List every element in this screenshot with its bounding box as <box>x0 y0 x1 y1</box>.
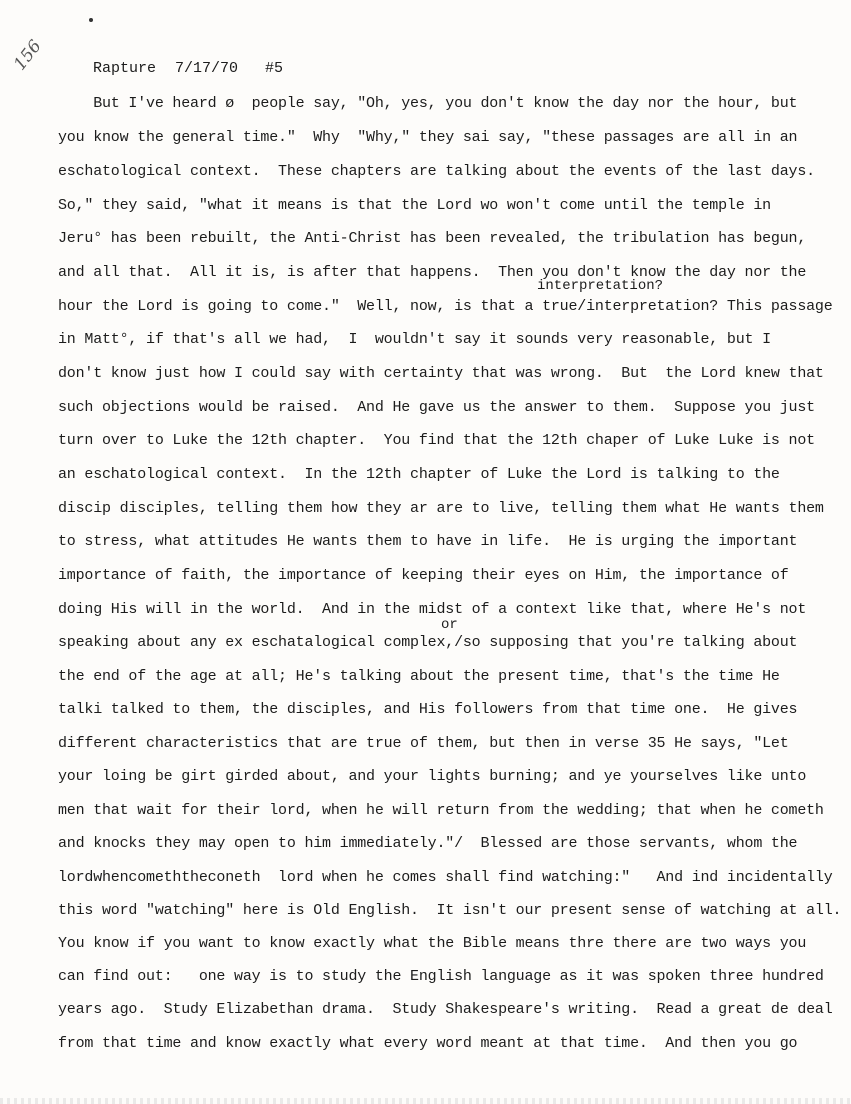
text-line: speaking about any ex eschatalogical complex,/so supposing that you're talking about <box>58 634 798 651</box>
page-header <box>57 43 283 94</box>
interlinear-correction: or <box>441 617 458 633</box>
text-line: this word "watching" here is Old English. It isn't our present sense of watching at all. <box>58 902 842 919</box>
text-line: don't know just how I could say with certainty that was wrong. But the Lord knew that <box>58 365 824 382</box>
header-number: #5 <box>265 60 284 77</box>
text-line: an eschatological context. In the 12th chapter of Luke the Lord is talking to the <box>58 466 780 483</box>
text-line: hour the Lord is going to come." Well, now, is that a true/interpretation? This passage <box>58 298 833 315</box>
text-line: Jeru° has been rebuilt, the Anti-Christ has been revealed, the tribulation has begun, <box>58 230 807 247</box>
text-line: You know if you want to know exactly what the Bible means thre there are two ways you <box>58 935 807 952</box>
text-line: discip disciples, telling them how they ar are to live, telling them what He wants them <box>58 500 824 517</box>
text-line: men that wait for their lord, when he will return from the wedding; that when he cometh <box>58 802 824 819</box>
text-line: and all that. All it is, is after that happens. Then you don't know the day nor the <box>58 264 807 281</box>
text-line: turn over to Luke the 12th chapter. You find that the 12th chaper of Luke Luke is not <box>58 432 815 449</box>
text-line: can find out: one way is to study the English language as it was spoken three hundred <box>58 968 824 985</box>
text-line: talki talked to them, the disciples, and His followers from that time one. He gives <box>58 701 798 718</box>
text-line: your loing be girt girded about, and your lights burning; and ye yourselves like unto <box>58 768 807 785</box>
text-line: such objections would be raised. And He gave us the answer to them. Suppose you just <box>58 399 815 416</box>
text-line: doing His will in the world. And in the midst of a context like that, where He's not <box>58 601 807 618</box>
header-date: 7/17/70 <box>175 60 239 77</box>
text-line: to stress, what attitudes He wants them to have in life. He is urging the important <box>58 533 798 550</box>
text-line: you know the general time." Why "Why," they sai say, "these passages are all in an <box>58 129 798 146</box>
interlinear-correction: interpretation? <box>537 278 664 294</box>
handwritten-page-number: 156 <box>10 36 46 75</box>
text-line: different characteristics that are true of them, but then in verse 35 He says, "Let <box>58 735 789 752</box>
text-line: in Matt°, if that's all we had, I wouldn't say it sounds very reasonable, but I <box>58 331 771 348</box>
text-line: importance of faith, the importance of keeping their eyes on Him, the importance of <box>58 567 789 584</box>
text-line: lordwhencomeththeconeth lord when he comes shall find watching:" And ind incidentally <box>58 869 833 886</box>
text-line: and knocks they may open to him immediately."/ Blessed are those servants, whom the <box>58 835 798 852</box>
text-line: the end of the age at all; He's talking about the present time, that's the time He <box>58 668 780 685</box>
text-line: But I've heard ø people say, "Oh, yes, you don't know the day nor the hour, but <box>58 95 798 112</box>
header-title: Rapture <box>93 60 157 77</box>
text-line: years ago. Study Elizabethan drama. Study Shakespeare's writing. Read a great de deal <box>58 1001 833 1018</box>
text-line: from that time and know exactly what every word meant at that time. And then you go <box>58 1035 798 1052</box>
scan-edge <box>0 1098 851 1104</box>
text-line: So," they said, "what it means is that the Lord wo won't come until the temple in <box>58 197 771 214</box>
ink-speck <box>89 18 93 22</box>
text-line: eschatological context. These chapters are talking about the events of the last days. <box>58 163 815 180</box>
